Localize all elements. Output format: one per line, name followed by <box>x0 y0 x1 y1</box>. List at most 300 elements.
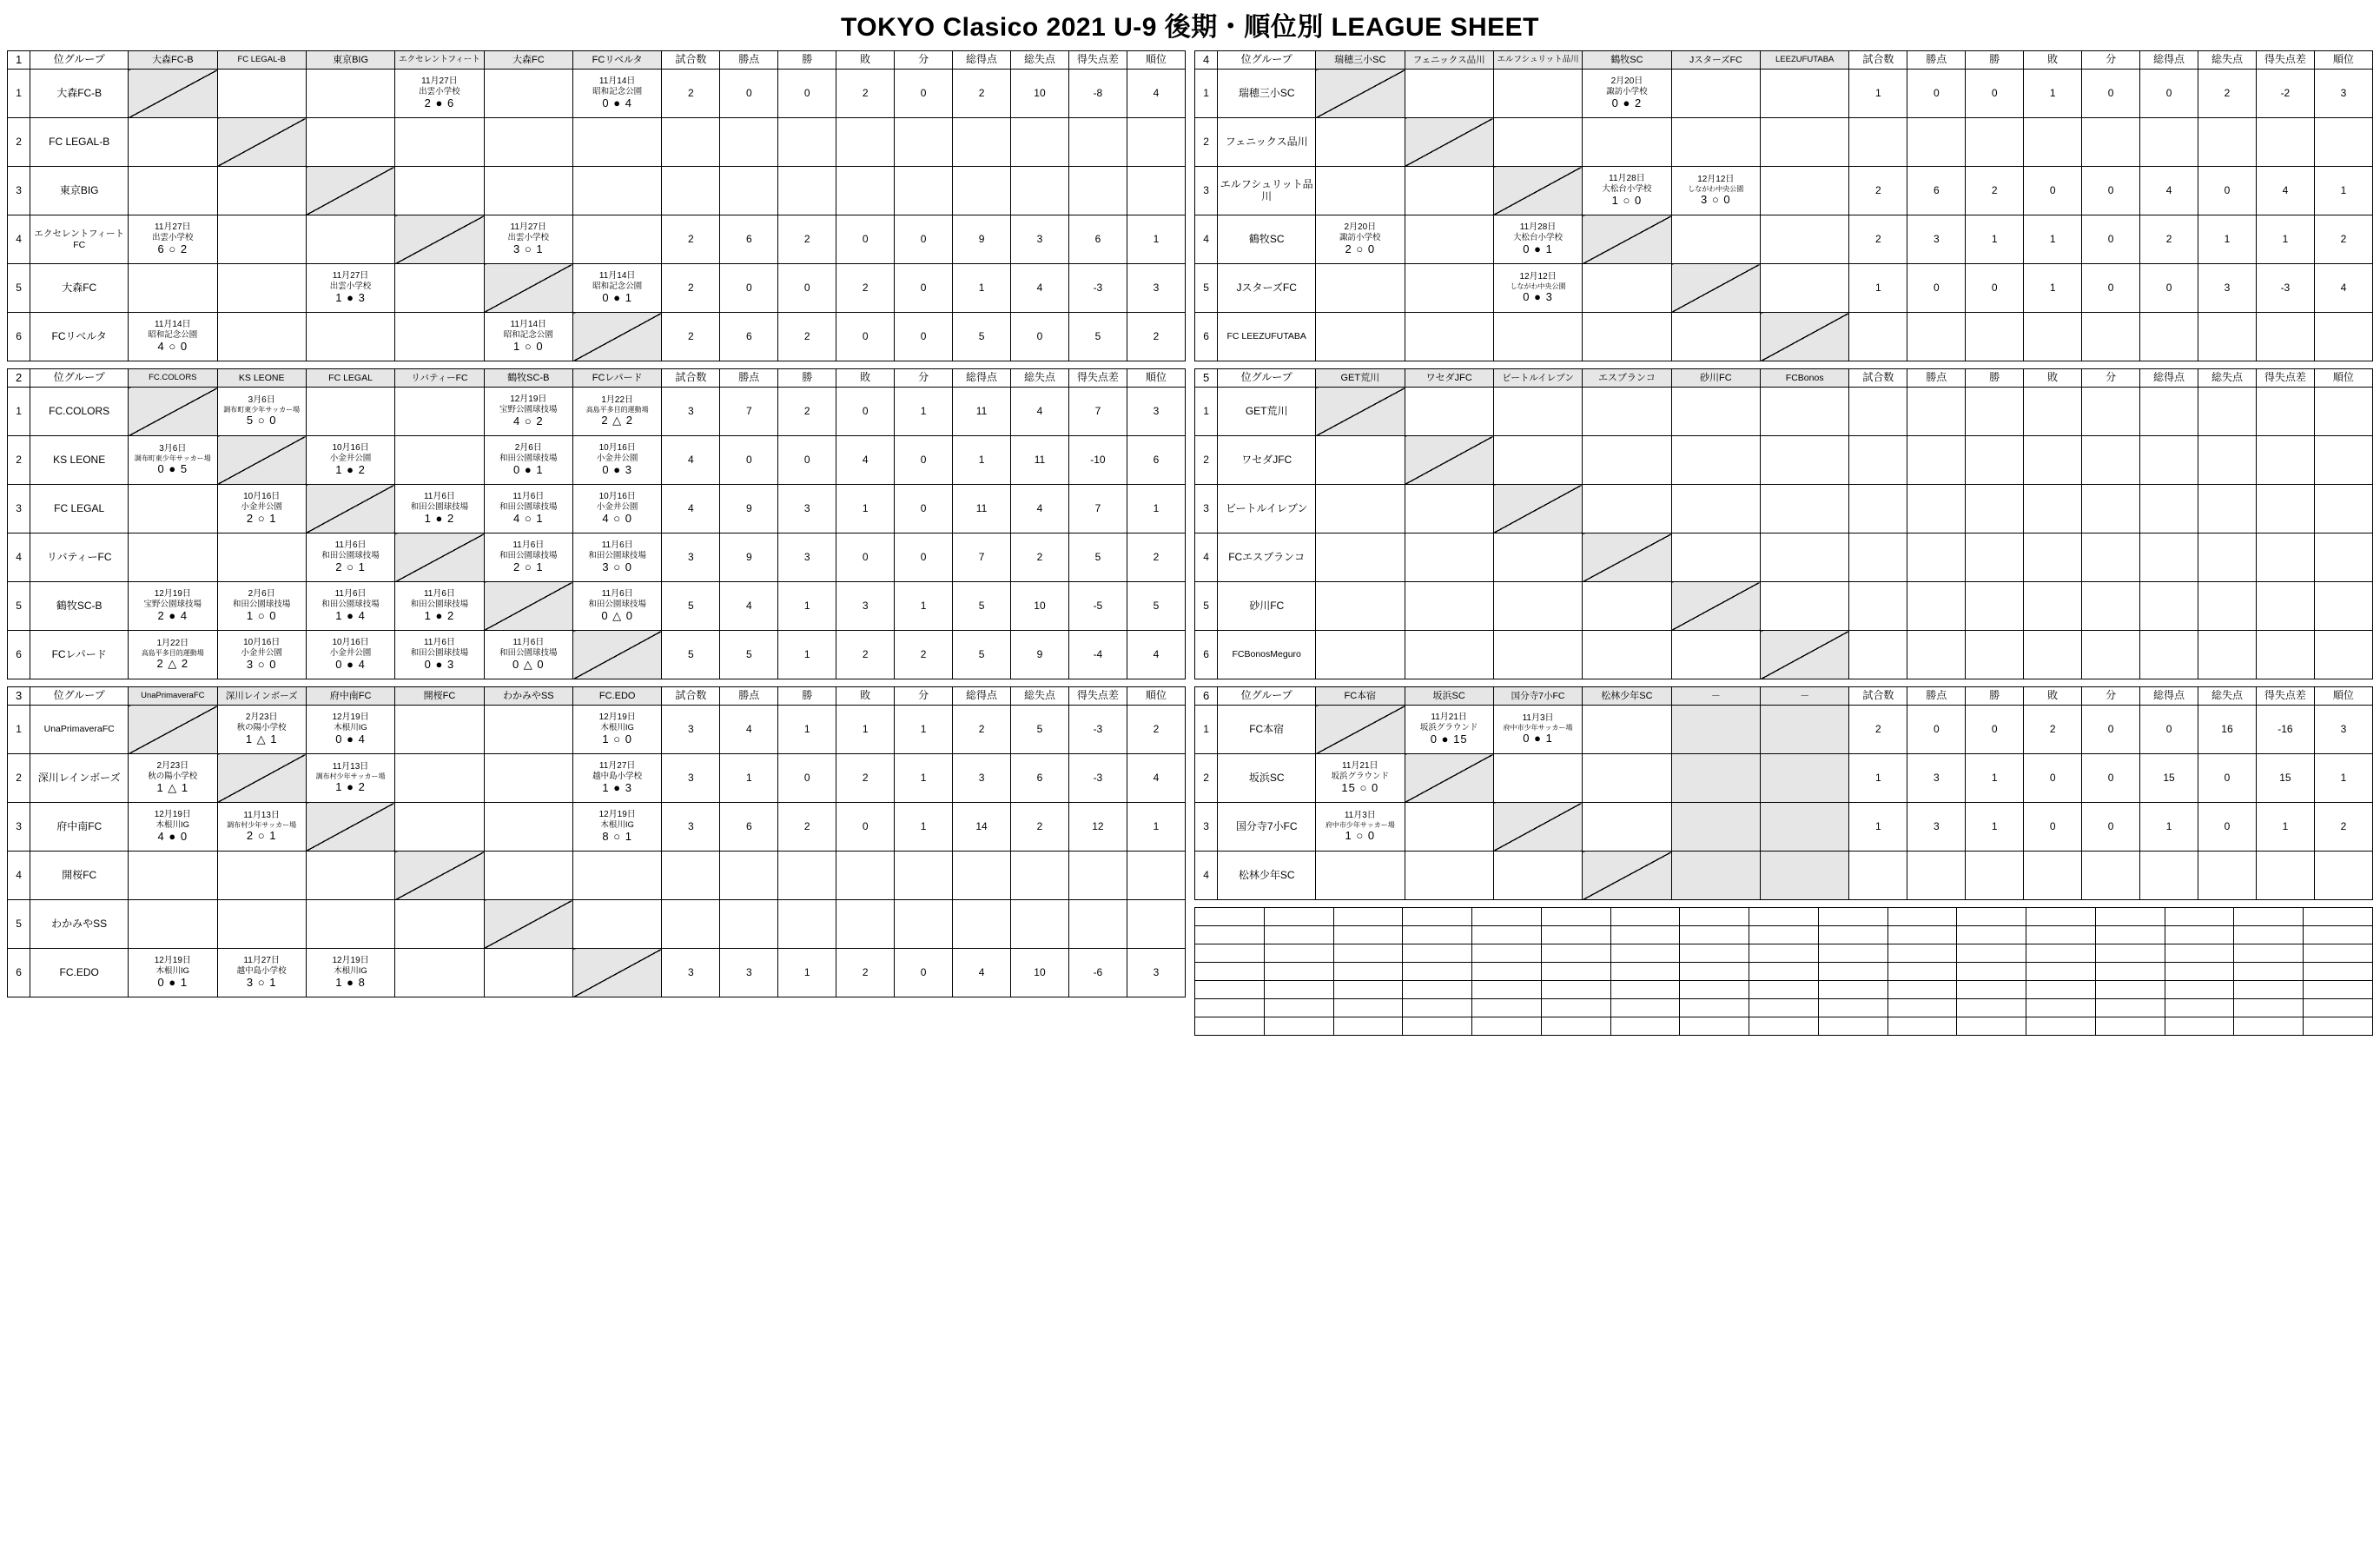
empty-match-cell[interactable] <box>217 167 306 215</box>
match-venue: 木根川IG <box>334 965 367 976</box>
stat-cell: 2 <box>662 215 720 264</box>
diagonal-blank-cell <box>395 215 484 264</box>
empty-match-cell[interactable] <box>129 852 217 900</box>
empty-match-cell[interactable] <box>1405 582 1493 631</box>
blank-cell <box>1887 926 1957 944</box>
empty-match-cell[interactable] <box>1493 631 1582 679</box>
empty-match-cell[interactable] <box>1316 264 1405 313</box>
blank-cell <box>1887 963 1957 981</box>
empty-match-cell[interactable] <box>573 852 662 900</box>
stat-cell: 1 <box>778 582 836 631</box>
stat-cell <box>953 118 1011 167</box>
match-result-cell[interactable] <box>306 582 394 631</box>
empty-match-cell[interactable] <box>1671 388 1760 436</box>
stat-cell: -8 <box>1068 70 1127 118</box>
stat-cell <box>2314 313 2372 361</box>
empty-match-cell[interactable] <box>1583 264 1671 313</box>
stat-cell: 1 <box>836 706 895 754</box>
match-result-cell[interactable] <box>217 949 306 997</box>
match-score: 4 ● 0 <box>157 830 188 844</box>
stat-cell <box>2198 631 2257 679</box>
match-result-cell[interactable] <box>129 631 217 679</box>
match-result-cell[interactable] <box>573 706 662 754</box>
diagonal-blank-cell <box>1493 803 1582 852</box>
diagonal-blank-cell <box>129 388 217 436</box>
match-result-cell[interactable] <box>484 533 572 582</box>
match-result-cell[interactable] <box>484 631 572 679</box>
empty-match-cell[interactable] <box>1671 485 1760 533</box>
stat-cell: 2 <box>836 754 895 803</box>
match-result-cell[interactable] <box>1583 70 1671 118</box>
stat-cell: -6 <box>1068 949 1127 997</box>
empty-match-cell[interactable] <box>1761 118 1849 167</box>
empty-match-cell[interactable] <box>1761 70 1849 118</box>
match-result-cell[interactable] <box>1405 706 1493 754</box>
empty-match-cell[interactable] <box>129 485 217 533</box>
match-date: 12月19日 <box>510 394 547 404</box>
stat-cell: 5 <box>1068 313 1127 361</box>
empty-match-cell[interactable] <box>573 118 662 167</box>
empty-match-cell[interactable] <box>573 167 662 215</box>
empty-match-cell[interactable] <box>395 313 484 361</box>
stat-cell: 11 <box>953 485 1011 533</box>
match-result-cell[interactable] <box>129 949 217 997</box>
match-result-cell[interactable] <box>573 264 662 313</box>
empty-match-cell[interactable] <box>1405 533 1493 582</box>
empty-match-cell[interactable] <box>1405 485 1493 533</box>
empty-match-cell[interactable] <box>1316 167 1405 215</box>
blank-cell <box>1749 999 1819 1017</box>
league-table-group-2 <box>7 368 1186 679</box>
empty-match-cell[interactable] <box>395 900 484 949</box>
empty-match-cell[interactable] <box>1316 436 1405 485</box>
stat-cell: 4 <box>1127 754 1185 803</box>
match-score: 0 △ 0 <box>512 658 545 672</box>
column-header-stat: 勝点 <box>1907 687 1966 706</box>
stat-cell <box>1907 631 1966 679</box>
match-result-cell[interactable] <box>306 264 394 313</box>
column-header-team: リバティーFC <box>395 369 484 388</box>
column-header-team: UnaPrimaveraFC <box>129 687 217 706</box>
blank-cell <box>1610 999 1680 1017</box>
empty-match-cell[interactable] <box>1493 533 1582 582</box>
empty-match-cell[interactable] <box>1583 485 1671 533</box>
empty-match-cell[interactable] <box>573 215 662 264</box>
stat-cell <box>1068 852 1127 900</box>
empty-match-cell[interactable] <box>395 706 484 754</box>
match-result-cell[interactable] <box>395 631 484 679</box>
empty-match-cell[interactable] <box>1671 313 1760 361</box>
match-result-cell[interactable] <box>306 706 394 754</box>
column-header-stat: 分 <box>2082 687 2140 706</box>
diagonal-blank-cell <box>1316 70 1405 118</box>
match-result-cell[interactable] <box>1493 215 1582 264</box>
stat-cell: 0 <box>2024 754 2082 803</box>
empty-match-cell[interactable] <box>129 900 217 949</box>
empty-match-cell[interactable] <box>1316 118 1405 167</box>
match-result-cell[interactable] <box>306 436 394 485</box>
match-result-cell[interactable] <box>1493 264 1582 313</box>
table-header-row <box>8 369 1186 388</box>
empty-match-cell[interactable] <box>217 70 306 118</box>
match-result-cell[interactable] <box>129 436 217 485</box>
match-result-cell[interactable] <box>573 533 662 582</box>
empty-match-cell[interactable] <box>1316 631 1405 679</box>
column-header-stat: 試合数 <box>1849 687 1907 706</box>
empty-match-cell[interactable] <box>1493 118 1582 167</box>
stat-cell <box>1849 313 1907 361</box>
empty-match-cell[interactable] <box>1405 167 1493 215</box>
diagonal-blank-cell <box>1405 754 1493 803</box>
empty-match-cell[interactable] <box>1405 264 1493 313</box>
blank-cell <box>2304 981 2373 999</box>
stat-cell <box>2082 852 2140 900</box>
stat-cell: 5 <box>1127 582 1185 631</box>
stat-cell: 0 <box>895 949 953 997</box>
empty-match-cell[interactable] <box>395 167 484 215</box>
empty-match-cell[interactable] <box>1405 631 1493 679</box>
stat-cell: 1 <box>1849 70 1907 118</box>
empty-match-cell[interactable] <box>1761 582 1849 631</box>
stat-cell: 0 <box>2082 706 2140 754</box>
stat-cell <box>2314 485 2372 533</box>
empty-match-cell[interactable] <box>395 388 484 436</box>
stat-cell <box>1907 313 1966 361</box>
empty-match-cell[interactable] <box>1583 803 1671 852</box>
empty-match-cell[interactable] <box>1405 215 1493 264</box>
empty-match-cell[interactable] <box>306 313 394 361</box>
empty-match-cell[interactable] <box>1583 582 1671 631</box>
empty-match-cell[interactable] <box>217 313 306 361</box>
match-result-cell[interactable] <box>217 485 306 533</box>
stat-cell: 0 <box>895 436 953 485</box>
empty-match-cell[interactable] <box>484 70 572 118</box>
empty-match-cell[interactable] <box>395 118 484 167</box>
stat-cell: 11 <box>1011 436 1069 485</box>
empty-match-cell[interactable] <box>1405 803 1493 852</box>
empty-match-cell[interactable] <box>217 533 306 582</box>
stat-cell <box>2256 582 2314 631</box>
empty-match-cell[interactable] <box>306 70 394 118</box>
empty-match-cell[interactable] <box>1316 533 1405 582</box>
match-result-cell[interactable] <box>395 485 484 533</box>
empty-match-cell[interactable] <box>1493 582 1582 631</box>
table-row <box>1195 582 2373 631</box>
empty-match-cell[interactable] <box>1316 582 1405 631</box>
stat-cell <box>2256 533 2314 582</box>
match-result-cell[interactable] <box>129 754 217 803</box>
match-result-cell[interactable] <box>1316 215 1405 264</box>
row-team-name: FCレパード <box>30 631 129 679</box>
match-result-cell[interactable] <box>573 436 662 485</box>
stat-cell: 2 <box>778 313 836 361</box>
empty-match-cell[interactable] <box>1583 118 1671 167</box>
stat-cell <box>895 852 953 900</box>
diagonal-blank-cell <box>1405 118 1493 167</box>
stat-cell <box>1966 485 2024 533</box>
empty-match-cell[interactable] <box>1316 485 1405 533</box>
empty-match-cell[interactable] <box>306 852 394 900</box>
empty-match-cell[interactable] <box>1761 533 1849 582</box>
blank-cell <box>1403 908 1472 926</box>
match-venue: 越中島小学校 <box>236 965 287 976</box>
blank-cell <box>1264 926 1333 944</box>
stat-cell: 1 <box>2024 264 2082 313</box>
diagonal-blank-cell <box>1583 215 1671 264</box>
match-venue: 和田公園球技場 <box>321 599 380 609</box>
blank-cell <box>1195 908 1265 926</box>
league-table-group-6 <box>1194 686 2373 900</box>
empty-match-cell[interactable] <box>1671 436 1760 485</box>
stat-cell: 4 <box>720 706 778 754</box>
stat-cell <box>2140 118 2198 167</box>
stat-cell: -3 <box>2256 264 2314 313</box>
match-result-cell[interactable] <box>129 582 217 631</box>
stat-cell: 0 <box>836 313 895 361</box>
table-row <box>8 949 1186 997</box>
stat-cell <box>1849 436 1907 485</box>
match-result-cell[interactable] <box>573 70 662 118</box>
match-result-cell[interactable] <box>573 582 662 631</box>
match-result-cell[interactable] <box>1316 754 1405 803</box>
empty-match-cell[interactable] <box>1761 215 1849 264</box>
empty-match-cell[interactable] <box>484 754 572 803</box>
empty-match-cell[interactable] <box>217 215 306 264</box>
group-number: 2 <box>8 369 30 388</box>
stat-cell: 4 <box>662 485 720 533</box>
stat-cell: 0 <box>2082 264 2140 313</box>
empty-match-cell[interactable] <box>484 803 572 852</box>
empty-match-cell[interactable] <box>1583 631 1671 679</box>
match-result-cell[interactable] <box>217 803 306 852</box>
blank-cell <box>1541 1017 1610 1036</box>
stat-cell: 0 <box>720 436 778 485</box>
stat-cell <box>1127 118 1185 167</box>
stat-cell: 0 <box>1907 264 1966 313</box>
blank-cell <box>1818 1017 1887 1036</box>
empty-match-cell[interactable] <box>1493 852 1582 900</box>
table-row <box>1195 215 2373 264</box>
stat-cell: 2 <box>1966 167 2024 215</box>
match-result-cell[interactable] <box>306 949 394 997</box>
match-result-cell[interactable] <box>306 754 394 803</box>
empty-match-cell[interactable] <box>1405 313 1493 361</box>
stat-cell: 0 <box>895 533 953 582</box>
blank-cell <box>2165 926 2234 944</box>
table-header-row <box>8 687 1186 706</box>
stat-cell <box>1907 582 1966 631</box>
stat-cell: -3 <box>1068 264 1127 313</box>
match-result-cell[interactable] <box>395 70 484 118</box>
stat-cell: 1 <box>778 706 836 754</box>
blank-cell <box>2095 926 2165 944</box>
row-number: 1 <box>1195 388 1218 436</box>
match-result-cell[interactable] <box>217 582 306 631</box>
empty-match-cell[interactable] <box>1583 754 1671 803</box>
empty-match-cell[interactable] <box>306 388 394 436</box>
stat-cell: 0 <box>720 70 778 118</box>
column-header-team: FCBonos <box>1761 369 1849 388</box>
column-header-team: 大森FC-B <box>129 51 217 70</box>
match-result-cell[interactable] <box>484 215 572 264</box>
empty-match-cell[interactable] <box>1761 167 1849 215</box>
empty-match-cell[interactable] <box>395 264 484 313</box>
match-result-cell[interactable] <box>1671 167 1760 215</box>
empty-match-cell[interactable] <box>395 754 484 803</box>
match-result-cell[interactable] <box>573 754 662 803</box>
empty-match-cell[interactable] <box>484 167 572 215</box>
stat-cell: -5 <box>1068 582 1127 631</box>
row-number: 2 <box>1195 436 1218 485</box>
empty-match-cell[interactable] <box>1493 313 1582 361</box>
match-result-cell[interactable] <box>129 215 217 264</box>
stat-cell <box>1849 118 1907 167</box>
table-header-row <box>1195 51 2373 70</box>
empty-match-cell[interactable] <box>217 852 306 900</box>
empty-match-cell[interactable] <box>1405 388 1493 436</box>
blank-cell <box>1541 999 1610 1017</box>
stat-cell: 6 <box>1907 167 1966 215</box>
stat-cell: 3 <box>778 485 836 533</box>
stat-cell: -16 <box>2256 706 2314 754</box>
row-number: 5 <box>1195 264 1218 313</box>
empty-match-cell[interactable] <box>1761 388 1849 436</box>
empty-match-cell[interactable] <box>1761 436 1849 485</box>
empty-match-cell[interactable] <box>217 264 306 313</box>
row-number: 5 <box>8 582 30 631</box>
empty-match-cell[interactable] <box>1761 485 1849 533</box>
stat-cell <box>1966 582 2024 631</box>
empty-match-cell[interactable] <box>395 949 484 997</box>
blank-cell <box>1541 908 1610 926</box>
match-result-cell[interactable] <box>306 631 394 679</box>
match-venue: 昭和記念公園 <box>592 86 643 96</box>
column-header-stat: 勝点 <box>720 51 778 70</box>
match-result-cell[interactable] <box>217 388 306 436</box>
empty-match-cell[interactable] <box>1493 70 1582 118</box>
empty-match-cell[interactable] <box>1761 264 1849 313</box>
match-result-cell[interactable] <box>129 803 217 852</box>
empty-match-cell[interactable] <box>484 949 572 997</box>
empty-match-cell[interactable] <box>1583 313 1671 361</box>
empty-match-cell[interactable] <box>1316 313 1405 361</box>
table-row <box>1195 754 2373 803</box>
match-result-cell[interactable] <box>217 631 306 679</box>
empty-match-cell[interactable] <box>306 900 394 949</box>
empty-match-cell[interactable] <box>129 167 217 215</box>
match-result-cell[interactable] <box>484 313 572 361</box>
match-score: 0 ● 3 <box>424 658 455 672</box>
match-score: 1 ○ 0 <box>1345 829 1376 843</box>
column-header-team: 深川レインボーズ <box>217 687 306 706</box>
match-result-cell[interactable] <box>573 803 662 852</box>
row-team-name: FC LEEZUFUTABA <box>1218 313 1316 361</box>
match-venue: 調布町東少年サッカー場 <box>223 405 301 414</box>
empty-match-cell[interactable] <box>484 852 572 900</box>
stat-cell: -10 <box>1068 436 1127 485</box>
match-result-cell[interactable] <box>395 582 484 631</box>
empty-match-cell[interactable] <box>573 900 662 949</box>
match-venue: 和田公園球技場 <box>499 453 558 463</box>
empty-match-cell[interactable] <box>395 436 484 485</box>
empty-match-cell[interactable] <box>217 900 306 949</box>
empty-match-cell[interactable] <box>1493 388 1582 436</box>
table-row <box>1195 852 2373 900</box>
empty-match-cell[interactable] <box>1583 436 1671 485</box>
stat-cell <box>2082 118 2140 167</box>
match-result-cell[interactable] <box>306 533 394 582</box>
row-team-name: FCBonosMeguro <box>1218 631 1316 679</box>
empty-match-cell[interactable] <box>1493 436 1582 485</box>
diagonal-blank-cell <box>1671 582 1760 631</box>
match-venue: 木根川IG <box>155 965 190 976</box>
match-result-cell[interactable] <box>1493 706 1582 754</box>
match-venue: 和田公園球技場 <box>588 550 646 560</box>
empty-match-cell[interactable] <box>1671 631 1760 679</box>
match-result-cell[interactable] <box>484 388 572 436</box>
stat-cell: 2 <box>2198 70 2257 118</box>
stat-cell <box>2024 485 2082 533</box>
empty-match-cell[interactable] <box>129 533 217 582</box>
column-header-team: KS LEONE <box>217 369 306 388</box>
table-row <box>8 900 1186 949</box>
match-result-cell[interactable] <box>573 485 662 533</box>
match-venue: 和田公園球技場 <box>232 599 291 609</box>
stat-cell <box>1011 167 1069 215</box>
match-result-cell[interactable] <box>484 436 572 485</box>
empty-match-cell[interactable] <box>1583 706 1671 754</box>
match-result-cell[interactable] <box>1316 803 1405 852</box>
match-result-cell[interactable] <box>1583 167 1671 215</box>
empty-match-cell[interactable] <box>484 706 572 754</box>
match-date: 11月6日 <box>512 637 545 647</box>
empty-match-cell[interactable] <box>1671 70 1760 118</box>
stat-cell <box>2140 313 2198 361</box>
blank-cell <box>1749 1017 1819 1036</box>
stat-cell <box>2024 631 2082 679</box>
empty-match-cell[interactable] <box>1583 388 1671 436</box>
stat-cell: 1 <box>778 949 836 997</box>
empty-match-cell[interactable] <box>129 264 217 313</box>
empty-match-cell[interactable] <box>1671 533 1760 582</box>
stat-cell <box>2024 852 2082 900</box>
match-result-cell[interactable] <box>484 485 572 533</box>
empty-match-cell[interactable] <box>306 215 394 264</box>
match-result-cell[interactable] <box>129 313 217 361</box>
match-venue: 坂浜グラウンド <box>1419 722 1478 732</box>
empty-match-cell[interactable] <box>395 803 484 852</box>
table-row <box>1195 70 2373 118</box>
match-result-cell[interactable] <box>573 388 662 436</box>
empty-match-cell[interactable] <box>1405 852 1493 900</box>
match-result-cell[interactable] <box>217 706 306 754</box>
stat-cell <box>2024 533 2082 582</box>
empty-match-cell[interactable] <box>1493 754 1582 803</box>
stat-cell: 2 <box>836 264 895 313</box>
match-date: 2月6日 <box>248 588 275 599</box>
empty-match-cell[interactable] <box>1671 118 1760 167</box>
empty-match-cell[interactable] <box>1316 852 1405 900</box>
column-header-stat: 勝 <box>1966 51 2024 70</box>
blank-cell <box>1195 963 1265 981</box>
empty-match-cell[interactable] <box>1671 215 1760 264</box>
empty-match-cell[interactable] <box>306 118 394 167</box>
empty-match-cell[interactable] <box>1405 70 1493 118</box>
blank-cell <box>2165 963 2234 981</box>
empty-match-cell[interactable] <box>129 118 217 167</box>
empty-match-cell[interactable] <box>484 118 572 167</box>
blank-cell <box>1887 1017 1957 1036</box>
